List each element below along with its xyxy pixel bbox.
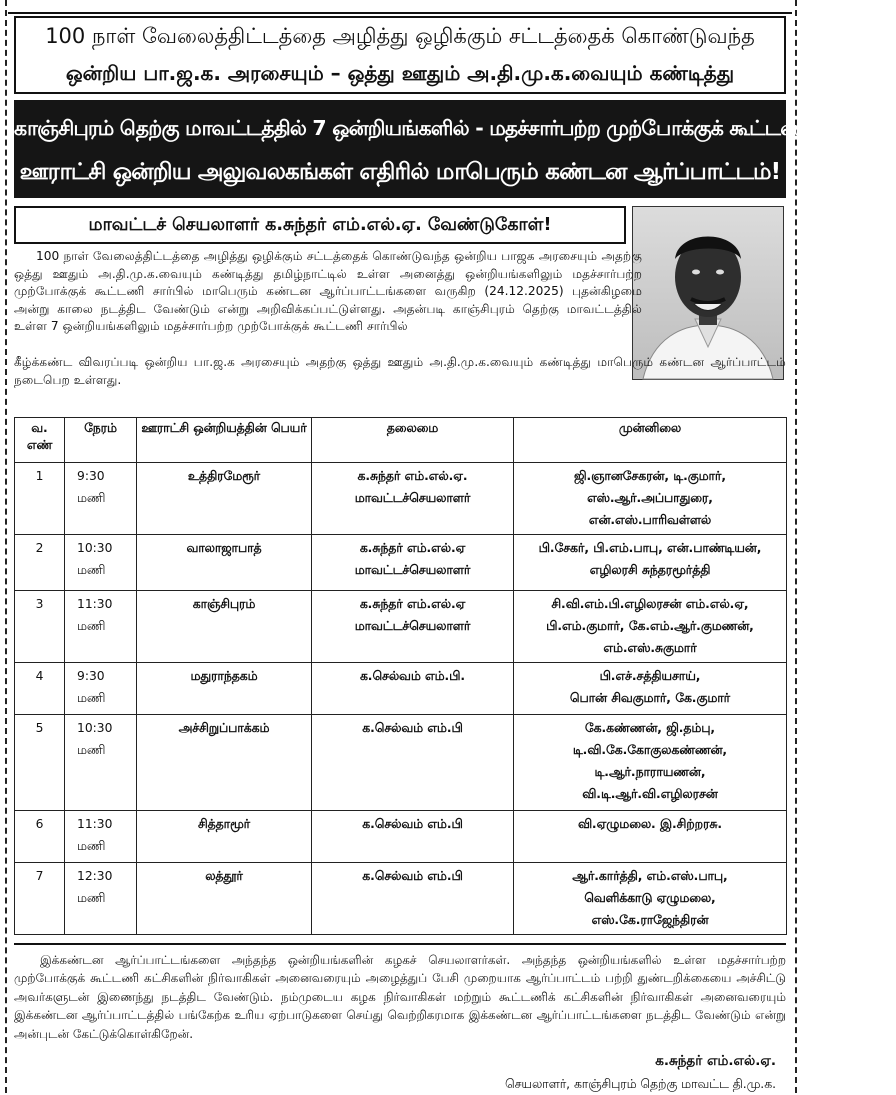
intro-paragraph-continued: கீழ்க்கண்ட விவரப்படி ஒன்றிய பா.ஜ.க அரசையும் அதற்கு ஒத்து ஊதும் அ.தி.மு.க.வையும் கண்டித்து மாபெரும் கண்டன ஆர்ப்பாட்டம் நடைபெற உள்ளது. [14, 355, 786, 387]
row-lead: க.செல்வம் எம்.பி [362, 869, 463, 883]
row-lead-role: மாவட்டச்செயலாளர் [354, 563, 471, 577]
row-union: வாலாஜாபாத் [137, 535, 312, 591]
row-lead: க.செல்வம் எம்.பி. [359, 669, 466, 683]
row-time: 12:30 [77, 869, 113, 883]
row-presence: எழிலரசி சுந்தரமூர்த்தி [589, 563, 711, 577]
table-row [15, 663, 787, 715]
row-lead: க.சுந்தர் எம்.எல்.ஏ [359, 597, 466, 611]
row-presence: பி.எச்.சத்தியசாய், [599, 669, 701, 683]
row-lead: க.சுந்தர் எம்.எல்.ஏ [359, 541, 466, 555]
header-presence: முன்னிலை [514, 418, 787, 463]
row-presence: பி.எம்.குமார், கே.எம்.ஆர்.குமணன், [546, 619, 754, 633]
schedule-table [14, 417, 787, 935]
table-row [15, 715, 787, 811]
headline-line-1: 100 நாள் வேலைத்திட்டத்தை அழித்து ஒழிக்கும் சட்டத்தைக் கொண்டுவந்த [14, 16, 786, 54]
header-sno: வ. எண் [15, 418, 65, 463]
row-time: 9:30 [77, 669, 105, 683]
row-lead-role: மாவட்டச்செயலாளர் [354, 491, 471, 505]
header-union: ஊராட்சி ஒன்றியத்தின் பெயர் [137, 418, 312, 463]
row-presence: எஸ்.கே.ராஜேந்திரன் [591, 913, 709, 927]
row-time: 10:30 [77, 721, 113, 735]
row-time-unit: மணி [77, 691, 106, 705]
header-time: நேரம் [65, 418, 137, 463]
row-time-unit: மணி [77, 839, 106, 853]
row-presence: பி.சேகர், பி.எம்.பாபு, என்.பாண்டியன், [538, 541, 762, 555]
closing-paragraph: இக்கண்டன ஆர்ப்பாட்டங்களை அந்தந்த ஒன்றியங்களின் கழகச் செயலாளர்கள். அந்தந்த ஒன்றியங்களில் உள்ள மதச்சார்பற்ற முற்போக்குக் கூட்டணி கட்சிகளின் நிர்வாகிகள் அனைவரையும் அழைத்துப் பேசி முறையாக ஆர்ப்பாட்டம் பற்றி துண்டறிக்கையை அச்சிட்டு அவர்களுடன் இணைந்து நடத்திட வேண்டும். நம்முடைய கழக நிர்வாகிகள் மற்றும் கூட்டணிக் கட்சிகளின் நிர்வாகிகள் அனைவரையும் இக்கண்டன ஆர்ப்பாட்டத்தில் பங்கேற்க உரிய ஏற்பாடுகளை செய்து வெற்றிகரமாக இக்கண்டன ஆர்ப்பாட்டங்களை நடத்திட வேண்டும் என்று அன்புடன் கேட்டுக்கொள்கிறேன். [14, 943, 786, 1043]
table-row [15, 463, 787, 535]
row-lead-role: மாவட்டச்செயலாளர் [354, 619, 471, 633]
row-presence: பொன் சிவகுமார், கே.குமார் [569, 691, 731, 705]
top-rule [8, 0, 792, 14]
table-row [15, 591, 787, 663]
row-sno: 6 [15, 811, 65, 863]
row-sno: 3 [15, 591, 65, 663]
banner [14, 100, 896, 198]
row-time: 10:30 [77, 541, 113, 555]
row-sno: 5 [15, 715, 65, 811]
row-time-unit: மணி [77, 563, 106, 577]
row-sno: 1 [15, 463, 65, 535]
row-lead: க.சுந்தர் எம்.எல்.ஏ. [357, 469, 468, 483]
row-presence: எஸ்.ஆர்.அப்பாதுரை, [587, 491, 713, 505]
row-union: அச்சிறுப்பாக்கம் [137, 715, 312, 811]
row-time-unit: மணி [77, 619, 106, 633]
row-union: சித்தாமூர் [137, 811, 312, 863]
row-time: 11:30 [77, 817, 113, 831]
banner-line-1: காஞ்சிபுரம் தெற்கு மாவட்டத்தில் 7 ஒன்றியங்களில் - மதச்சார்பற்ற முற்போக்குக் கூட்டணி சார்பில் - [14, 116, 896, 140]
row-sno: 7 [15, 863, 65, 935]
appeal-section [14, 206, 786, 411]
table-row [15, 863, 787, 935]
row-lead: க.செல்வம் எம்.பி [362, 721, 463, 735]
appeal-title: மாவட்டச் செயலாளர் க.சுந்தர் எம்.எல்.ஏ. வேண்டுகோள்! [14, 206, 626, 244]
row-union: லத்தூர் [137, 863, 312, 935]
row-time-unit: மணி [77, 743, 106, 757]
signature-name: க.சுந்தர் எம்.எல்.ஏ. [655, 1053, 776, 1070]
table-row [15, 535, 787, 591]
row-union: உத்திரமேரூர் [137, 463, 312, 535]
row-sno: 4 [15, 663, 65, 715]
row-sno: 2 [15, 535, 65, 591]
row-time: 9:30 [77, 469, 105, 483]
signature-role: செயலாளர், காஞ்சிபுரம் தெற்கு மாவட்ட தி.மு.க. [505, 1077, 776, 1092]
row-presence: வெளிக்காடு ஏழுமலை, [584, 891, 716, 905]
table-row [15, 811, 787, 863]
row-time-unit: மணி [77, 891, 106, 905]
headline-line-2: ஒன்றிய பா.ஜ.க. அரசையும் – ஒத்து ஊதும் அ.தி.மு.க.வையும் கண்டித்து [14, 54, 786, 94]
notice [14, 16, 896, 1095]
row-presence: சி.வி.எம்.பி.எழிலரசன் எம்.எல்.ஏ, [551, 597, 749, 611]
row-lead: க.செல்வம் எம்.பி [362, 817, 463, 831]
row-presence: வி.டி.ஆர்.வி.எழிலரசன் [582, 787, 718, 801]
row-presence: எம்.எஸ்.சுகுமார் [603, 641, 697, 655]
header-lead: தலைமை [312, 418, 514, 463]
row-presence: டி.வி.கே.கோகுலகண்ணன், [572, 743, 728, 757]
row-presence: வி.ஏழுமலை. இ.சிற்றரசு. [577, 817, 723, 831]
row-time: 11:30 [77, 597, 113, 611]
row-presence: என்.எஸ்.பாரிவள்ளல் [588, 513, 712, 527]
table-header-row [15, 418, 787, 463]
row-union: மதுராந்தகம் [137, 663, 312, 715]
banner-line-2: ஊராட்சி ஒன்றிய அலுவலகங்கள் எதிரில் மாபெரும் கண்டன ஆர்ப்பாட்டம்! [19, 159, 781, 185]
intro-paragraph: 100 நாள் வேலைத்திட்டத்தை அழித்து ஒழிக்கும் சட்டத்தைக் கொண்டுவந்த ஒன்றிய பாஜக அரசையும் அதற்கு ஒத்து ஊதும் அ.தி.மு.க.வையும் கண்டித்து தமிழ்நாட்டில் உள்ள அனைத்து ஒன்றியங்களிலும் மதச்சார்பற்ற முற்போக்குக் கூட்டணி சார்பில் மாபெரும் கண்டன ஆர்ப்பாட்டங்களை வருகிற (24.12.2025) புதன்கிழமை அன்று காலை நடத்திட வேண்டும் என்று அறிவிக்கப்பட்டுள்ளது. அதன்படி காஞ்சிபுரம் தெற்கு மாவட்டத்தில் உள்ள 7 ஒன்றியங்களிலும் மதச்சார்பற்ற முற்போக்குக் கூட்டணி சார்பில் [14, 249, 642, 334]
row-presence: ஆர்.கார்த்தி, எம்.எஸ்.பாபு, [572, 869, 728, 883]
row-time-unit: மணி [77, 491, 106, 505]
row-presence: டி.ஆர்.நாராயணன், [594, 765, 706, 779]
row-presence: கே.கண்ணன், ஜி.தம்பு, [584, 721, 716, 735]
row-union: காஞ்சிபுரம் [137, 591, 312, 663]
row-presence: ஜி.ஞானசேகரன், டி.குமார், [573, 469, 727, 483]
